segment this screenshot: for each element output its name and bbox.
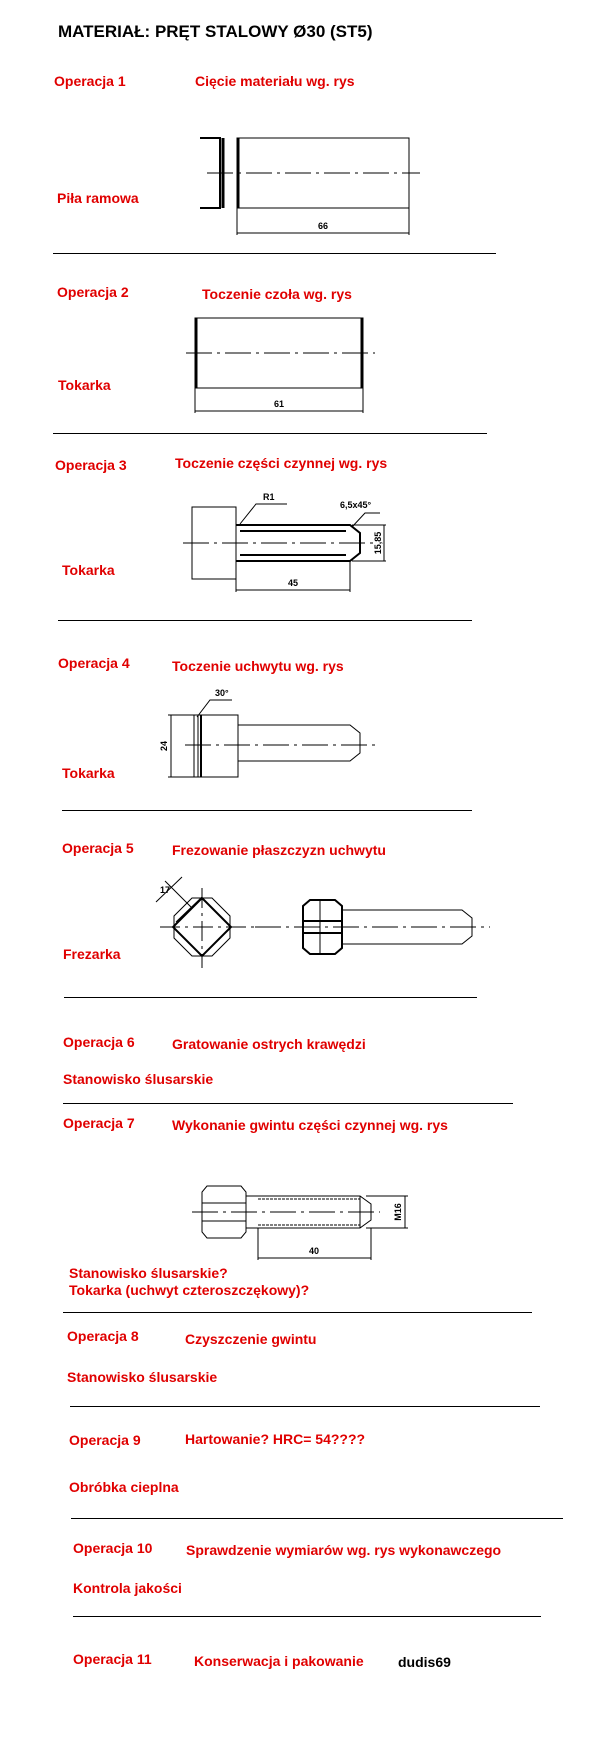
page-title: MATERIAŁ: PRĘT STALOWY Ø30 (ST5) [58, 22, 373, 41]
op1-dim-66: 66 [317, 221, 329, 231]
op4-shank [238, 725, 360, 761]
op4-description: Toczenie uchwytu wg. rys [172, 658, 344, 674]
op1-machine: Piła ramowa [57, 190, 139, 206]
op10-machine: Kontrola jakości [73, 1580, 182, 1596]
op3-dim-chamfer: 6,5x45° [340, 500, 372, 510]
op9-label: Operacja 9 [69, 1432, 141, 1448]
op2-drawing [186, 318, 375, 413]
op4-dim-24: 24 [159, 740, 169, 752]
op1-drawing [200, 138, 420, 235]
op5-dim-17: 17 [160, 885, 171, 895]
op8-machine: Stanowisko ślusarskie [67, 1369, 218, 1385]
op1-label: Operacja 1 [54, 73, 126, 89]
op3-dim-45: 45 [287, 578, 299, 588]
op7-label: Operacja 7 [63, 1115, 135, 1131]
op4-machine: Tokarka [62, 765, 115, 781]
op4-drawing [159, 688, 375, 777]
op7-drawing [192, 1186, 408, 1260]
op5-label: Operacja 5 [62, 840, 134, 856]
op4-label: Operacja 4 [58, 655, 130, 671]
op3-machine: Tokarka [62, 562, 115, 578]
op4-dim-30deg: 30° [215, 688, 229, 698]
op9-machine: Obróbka cieplna [69, 1479, 179, 1495]
op6-machine: Stanowisko ślusarskie [63, 1071, 214, 1087]
op5-description: Frezowanie płaszczyzn uchwytu [172, 842, 386, 858]
op6-label: Operacja 6 [63, 1034, 135, 1050]
op3-dim-r1: R1 [263, 492, 275, 502]
op3-description: Toczenie części czynnej wg. rys [175, 455, 388, 471]
op6-description: Gratowanie ostrych krawędzi [172, 1036, 366, 1052]
op2-label: Operacja 2 [57, 284, 129, 300]
op3-label: Operacja 3 [55, 457, 127, 473]
op2-machine: Tokarka [58, 377, 111, 393]
op1-description: Cięcie materiału wg. rys [195, 73, 355, 89]
author-signature: dudis69 [398, 1654, 451, 1670]
op11-label: Operacja 11 [73, 1651, 152, 1667]
op3-dim-15-85: 15,85 [373, 531, 383, 555]
op9-description: Hartowanie? HRC= 54???? [185, 1431, 366, 1447]
op8-label: Operacja 8 [67, 1328, 139, 1344]
op2-dim-61: 61 [273, 399, 285, 409]
op5-machine: Frezarka [63, 946, 121, 962]
op8-description: Czyszczenie gwintu [185, 1331, 317, 1347]
op3-drawing [183, 492, 386, 592]
op5-drawing [156, 877, 490, 968]
op7-machine-alt: Tokarka (uchwyt czteroszczękowy)? [69, 1282, 310, 1298]
op4-leader-angle [197, 700, 232, 717]
op7-description: Wykonanie gwintu części czynnej wg. rys [172, 1117, 448, 1133]
op2-description: Toczenie czoła wg. rys [202, 286, 352, 302]
op10-description: Sprawdzenie wymiarów wg. rys wykonawczego [186, 1542, 502, 1558]
op7-machine: Stanowisko ślusarskie? [69, 1265, 228, 1281]
op11-description: Konserwacja i pakowanie [194, 1653, 364, 1669]
op7-dim-40: 40 [308, 1246, 320, 1256]
op10-label: Operacja 10 [73, 1540, 153, 1556]
op7-dim-m16: M16 [393, 1203, 403, 1221]
op3-leader-r1 [240, 504, 287, 524]
